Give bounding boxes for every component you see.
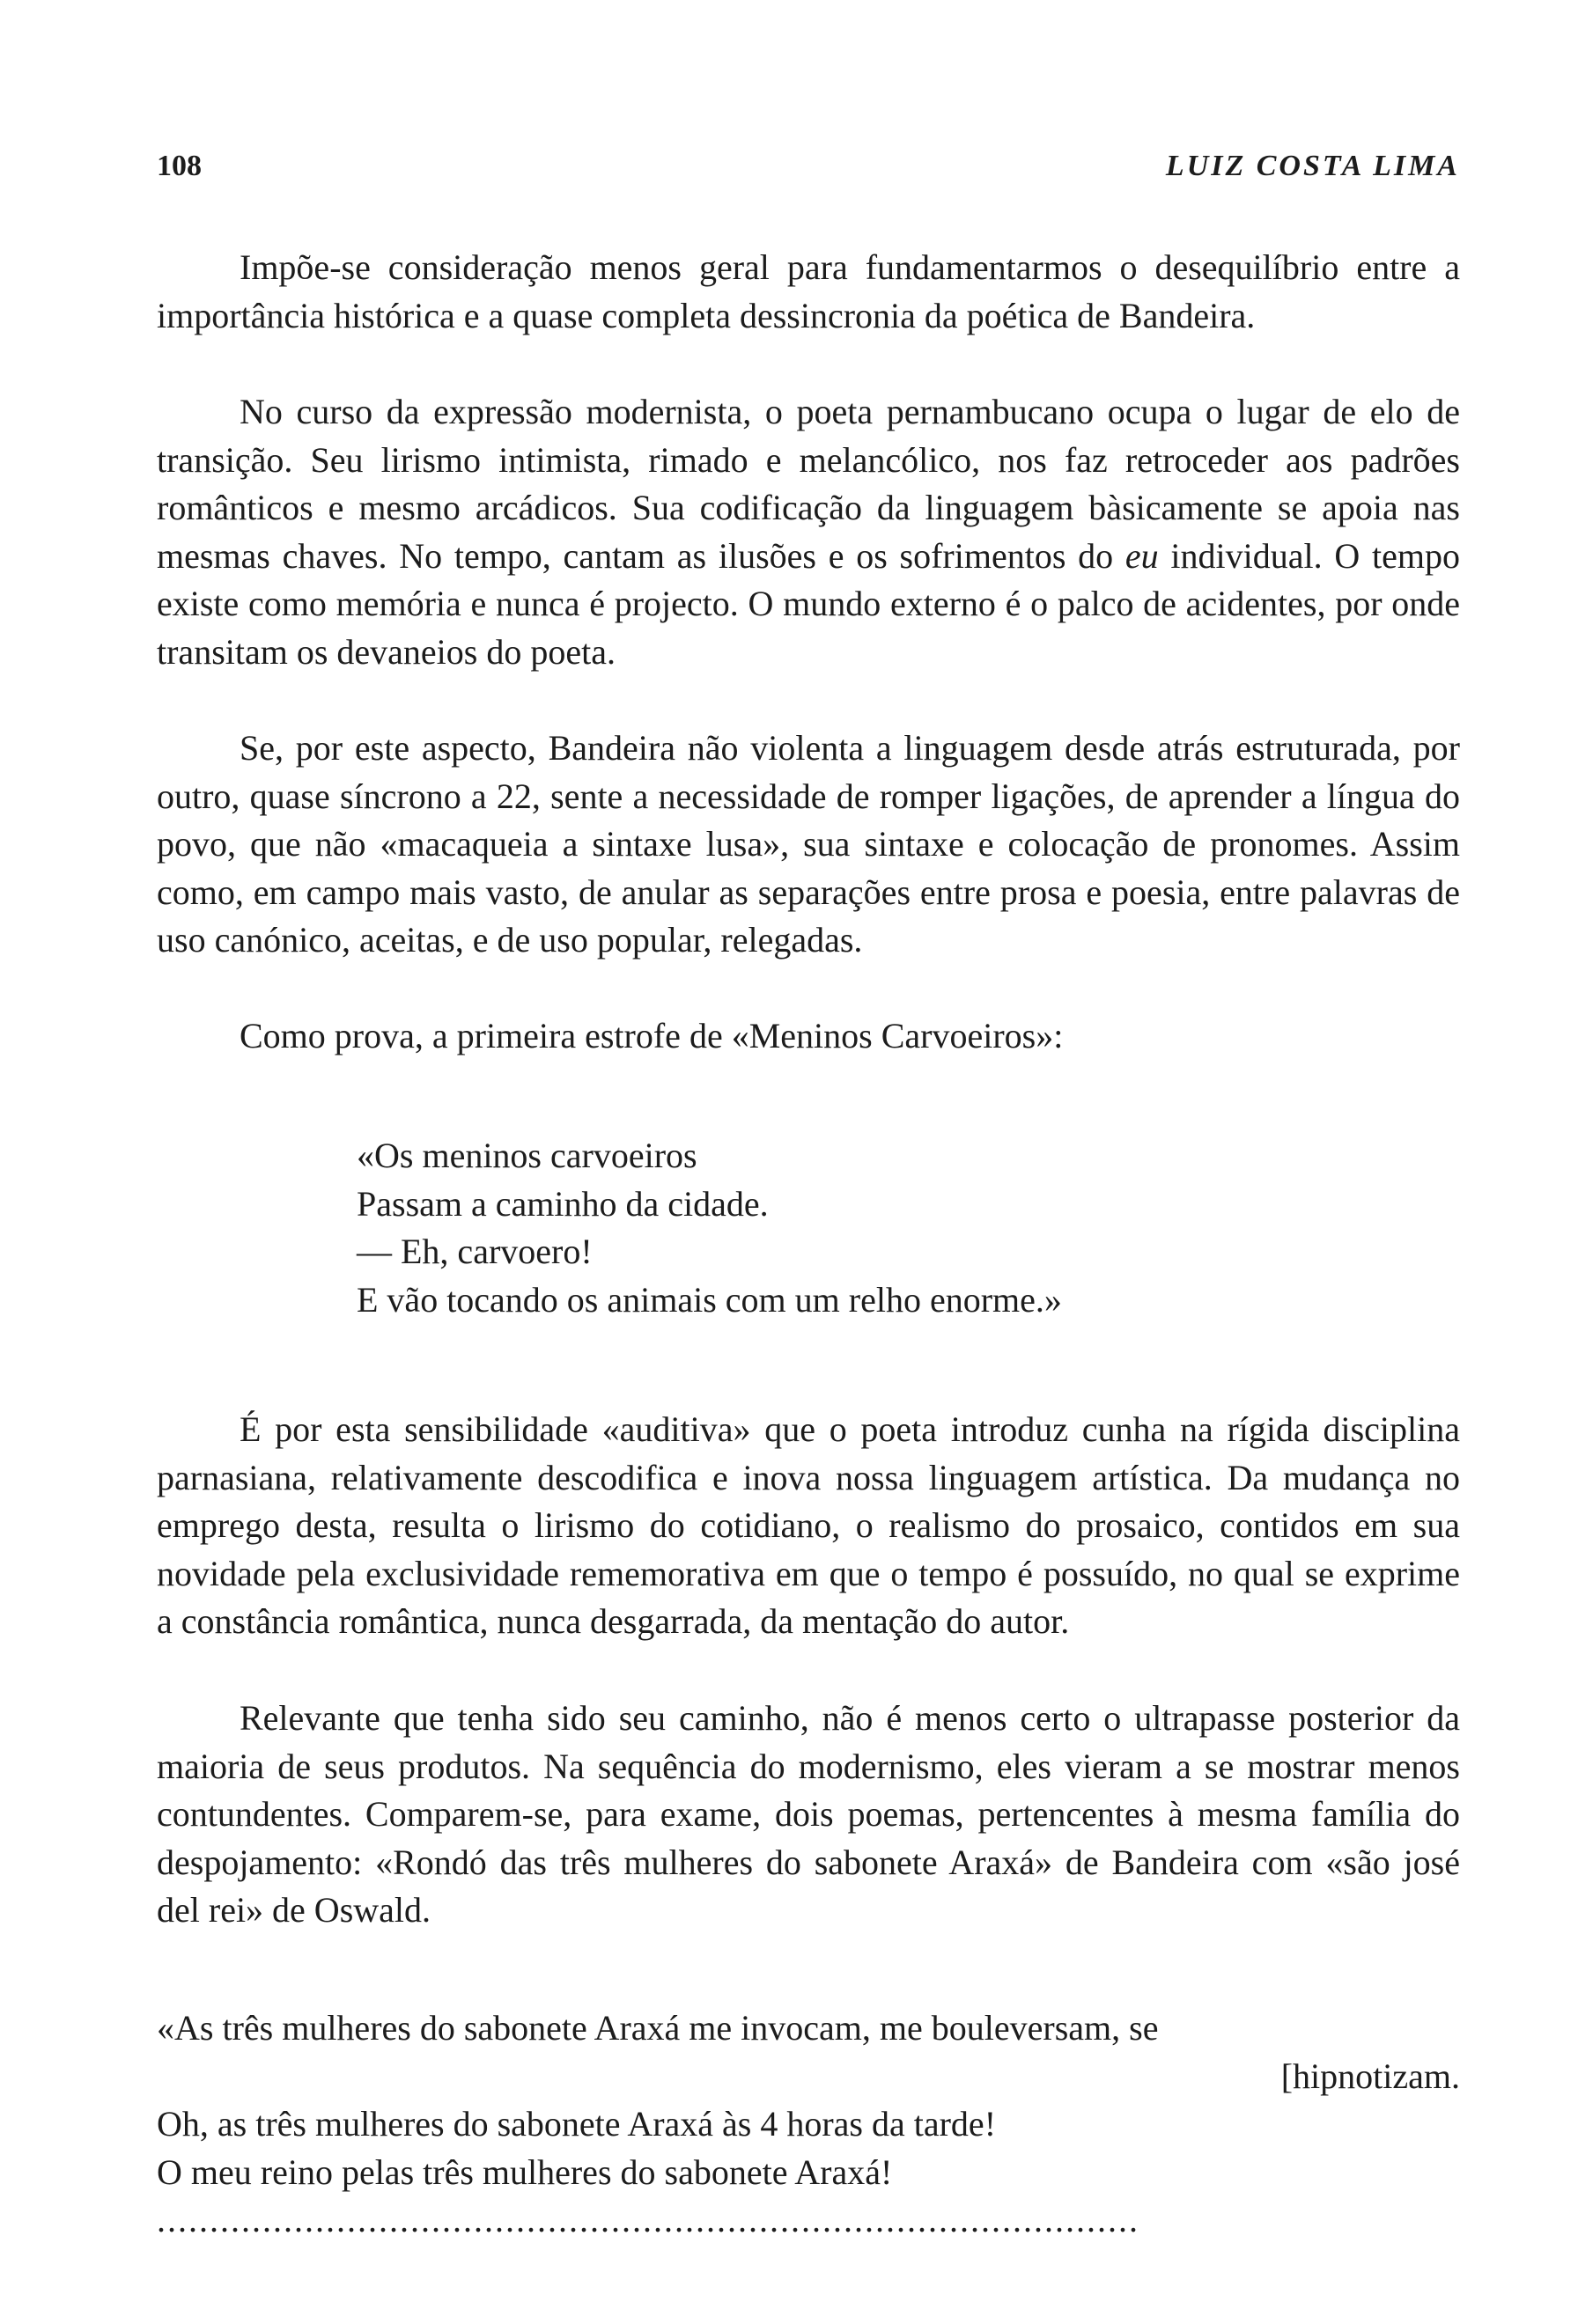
running-head-author: LUIZ COSTA LIMA — [1165, 150, 1460, 182]
verse-line-2: Oh, as três mulheres do sabonete Araxá às 4 horas da tarde! — [157, 2104, 997, 2144]
paragraph-5: É por esta sensibilidade «auditiva» que o poeta introduz cunha na rígida disciplina parnasiana, relativamente descodifica e inova nossa linguagem artística. Da mudança no emprego desta, resulta o lirismo do cotidiano, o realismo do prosaico, contidos em sua novidade pela exclusividade rememorativa em que o tempo é possuído, no qual se exprime a constância romântica, nunca desgarrada, da mentação do autor. — [157, 1409, 1460, 1642]
page-number: 108 — [157, 150, 202, 182]
block-quote-poem — [357, 1132, 1413, 1324]
paragraph-2-text-a: No curso da expressão modernista, o poeta pernambucano ocupa o lugar de elo de transição. Seu lirismo intimista, rimado e melancólico, nos faz retroceder aos padrões românticos e mesmo arcádicos. Sua codificação da linguagem bàsicamente se apoia nas mesmas chaves. No tempo, cantam as ilusões e os sofrimentos do — [157, 392, 1460, 576]
ellipsis-dotted-line: ............................................................................................. — [157, 2200, 1139, 2240]
quote-line: Passam a caminho da cidade. — [357, 1183, 769, 1224]
verse-line-1: «As três mulheres do sabonete Araxá me invocam, me bouleversam, se — [157, 2008, 1159, 2048]
paragraph-4: Como prova, a primeira estrofe de «Meninos Carvoeiros»: — [240, 1016, 1064, 1055]
paragraph-2-italic: eu — [1125, 535, 1159, 576]
quote-line: — Eh, carvoero! — [357, 1232, 593, 1272]
verse-line-1-continuation: [hipnotizam. — [1280, 2056, 1460, 2096]
paragraph-6: Relevante que tenha sido seu caminho, não é menos certo o ultrapasse posterior da maioria de seus produtos. Na sequência do modernismo, eles vieram a se mostrar menos contundentes. Comparem-se, para exame, dois poemas, pertencentes à mesma família do despojamento: «Rondó das três mulheres do sabonete Araxá» de Bandeira com «são josé del rei» de Oswald. — [157, 1698, 1460, 1931]
paragraph-2-text-b: individual. O tempo existe como memória e nunca é projecto. O mundo externo é o palco de acidentes, por onde transitam os devaneios do poeta. — [157, 535, 1461, 672]
quote-line: «Os meninos carvoeiros — [357, 1136, 697, 1175]
running-header — [157, 150, 1460, 194]
paragraph-3: Se, por este aspecto, Bandeira não violenta a linguagem desde atrás estruturada, por outro, quase síncrono a 22, sente a necessidade de romper ligações, de aprender a língua do povo, que não «macaqueia a sintaxe lusa», sua sintaxe e colocação de pronomes. Assim como, em campo mais vasto, de anular as separações entre prosa e poesia, entre palavras de uso canónico, aceitas, e de uso popular, relegadas. — [157, 728, 1460, 960]
verse-quote — [157, 2004, 1460, 2245]
paragraph-1: Impõe-se consideração menos geral para fundamentarmos o desequilíbrio entre a importância histórica e a quase completa dessincronia da poética de Bandeira. — [157, 247, 1460, 335]
quote-line: E vão tocando os animais com um relho enorme.» — [357, 1279, 1062, 1320]
paragraph-2 — [157, 388, 1460, 677]
verse-line-3: O meu reino pelas três mulheres do sabonete Araxá! — [157, 2151, 893, 2192]
